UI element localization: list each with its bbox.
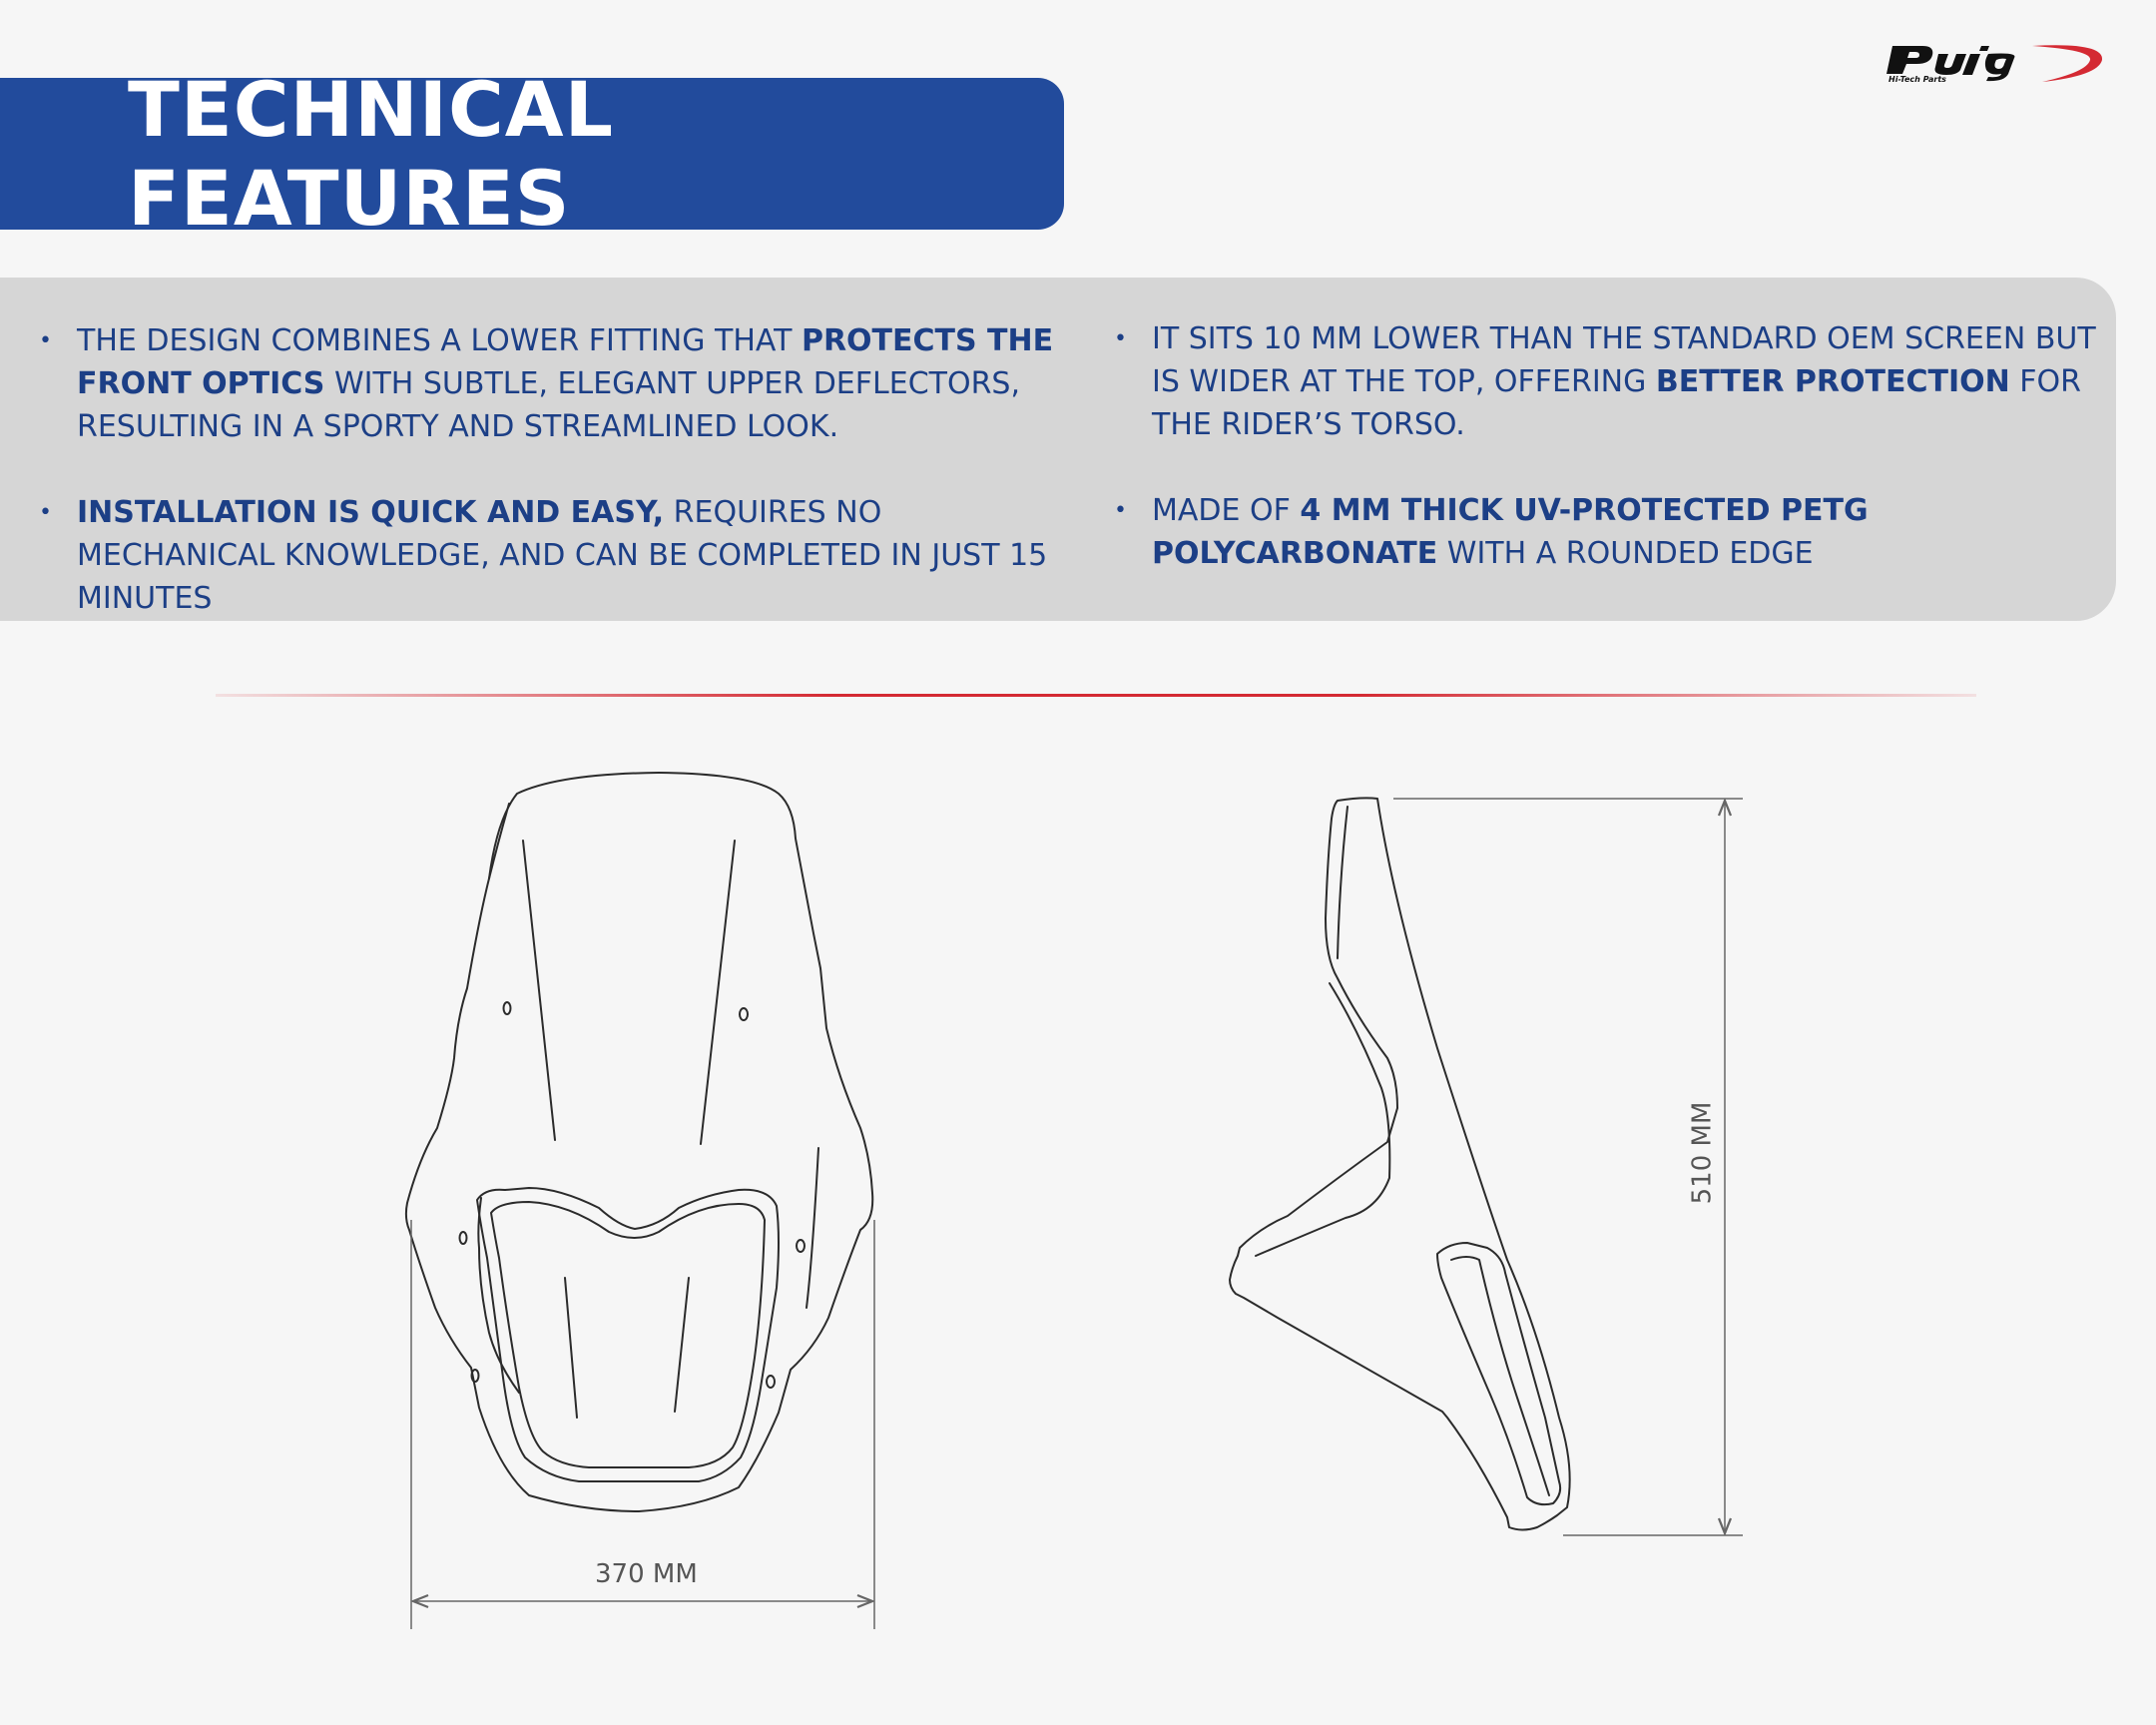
- page-title: TECHNICAL FEATURES: [128, 65, 615, 243]
- side-view-icon: [1230, 798, 1570, 1529]
- feature-text: WITH SUBTLE, ELEGANT UPPER DEFLECTORS, RESULTING IN A SPORTY AND STREAMLINED LOOK.: [77, 366, 1020, 444]
- feature-text: IT SITS 10 MM LOWER THAN THE STANDARD OEM SCREEN BUT IS WIDER AT THE TOP, OFFERING: [1152, 321, 2096, 399]
- bullet-icon: •: [1114, 498, 1127, 523]
- feature-highlight: BETTER PROTECTION: [1655, 364, 2010, 399]
- feature-highlight: INSTALLATION IS QUICK AND EASY,: [77, 495, 665, 530]
- bullet-icon: •: [1114, 326, 1127, 351]
- bullet-icon: •: [39, 328, 52, 353]
- feature-highlight: 4 MM THICK UV-PROTECTED PETG POLYCARBONATE: [1152, 493, 1869, 571]
- feature-text: REQUIRES NO MECHANICAL KNOWLEDGE, AND CAN BE COMPLETED IN JUST 15 MINUTES: [77, 495, 1048, 616]
- bullet-icon: •: [39, 500, 52, 525]
- feature-text: FOR THE RIDER’S TORSO.: [1152, 364, 2081, 442]
- width-dimension-label: 370 MM: [595, 1559, 698, 1589]
- front-view-icon: [406, 773, 872, 1511]
- svg-text:Hi-Tech Parts: Hi-Tech Parts: [1888, 75, 1946, 84]
- feature-highlight: PROTECTS THE FRONT OPTICS: [77, 323, 1054, 401]
- height-dimension-label: 510 MM: [1687, 1101, 1718, 1205]
- feature-text: WITH A ROUNDED EDGE: [1437, 536, 1814, 571]
- feature-text: MADE OF: [1152, 493, 1301, 528]
- feature-text: THE DESIGN COMBINES A LOWER FITTING THAT: [77, 323, 802, 358]
